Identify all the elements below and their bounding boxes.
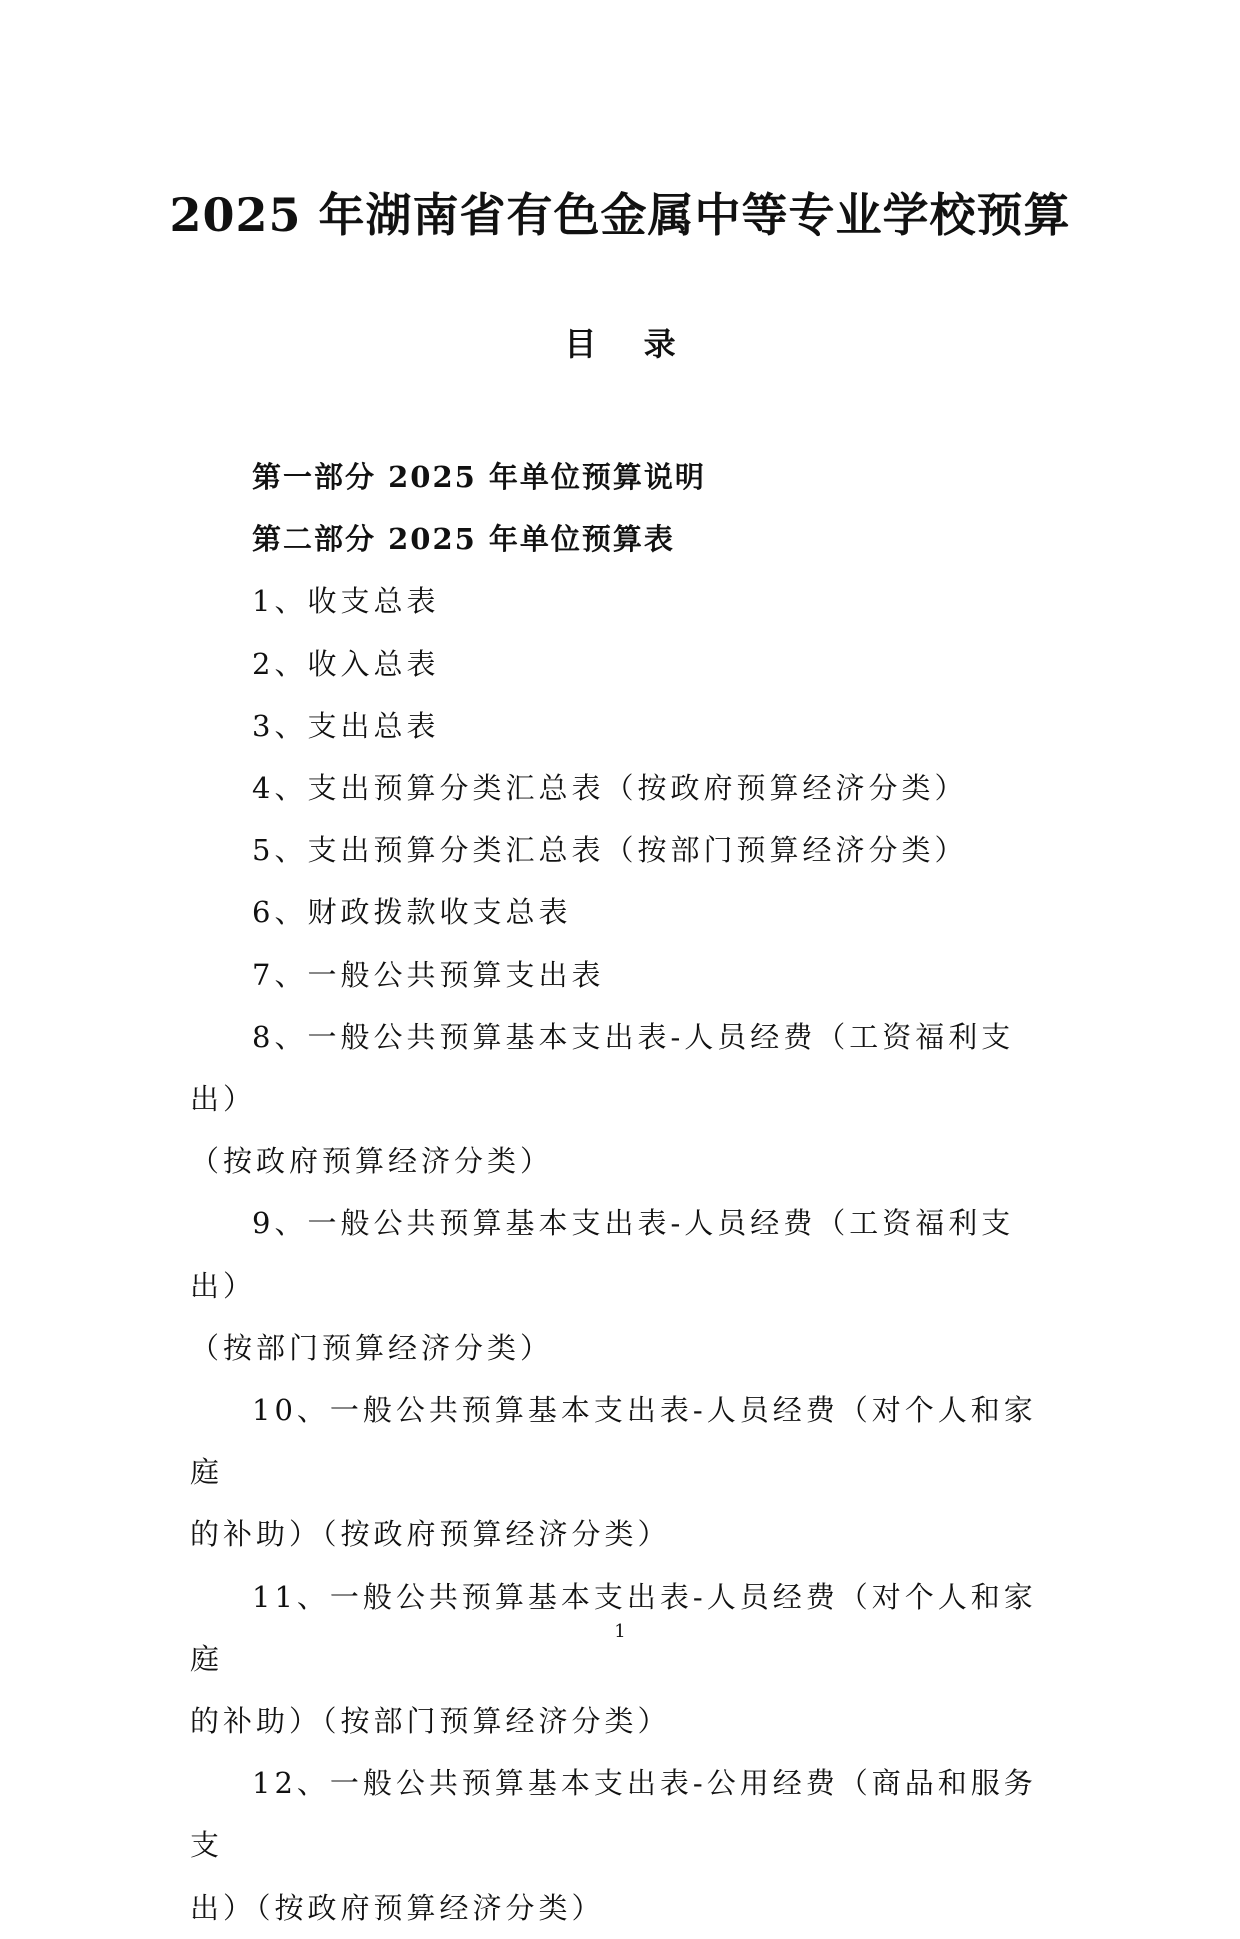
toc-item-text-continued: 的补助）（按政府预算经济分类） xyxy=(190,1517,671,1552)
page-number: 1 xyxy=(614,1621,626,1642)
toc-item-12 xyxy=(190,1752,1050,1939)
toc-item-2 xyxy=(190,633,1050,695)
toc-item-text: 1、收支总表 xyxy=(252,584,440,619)
toc-item-1 xyxy=(190,570,1050,632)
toc-item-text: 3、支出总表 xyxy=(252,708,440,743)
toc-item-6 xyxy=(190,881,1050,943)
toc-item-text: 11、一般公共预算基本支出表-人员经费（对个人和家庭 xyxy=(190,1579,1037,1676)
toc-item-5 xyxy=(190,819,1050,881)
toc-item-10 xyxy=(190,1379,1050,1566)
toc-item-text: 9、一般公共预算基本支出表-人员经费（工资福利支出） xyxy=(190,1206,1015,1303)
toc-item-text-continued: 出）（按政府预算经济分类） xyxy=(190,1890,605,1925)
toc-item-text: 4、支出预算分类汇总表（按政府预算经济分类） xyxy=(252,771,968,806)
toc-part-2: 第二部分 2025 年单位预算表 xyxy=(252,522,675,557)
toc-item-text-continued: （按政府预算经济分类） xyxy=(190,1144,554,1179)
toc-item-11 xyxy=(190,1566,1050,1753)
toc-item-4 xyxy=(190,757,1050,819)
toc-item-8 xyxy=(190,1006,1050,1193)
toc-item-text: 6、财政拨款收支总表 xyxy=(252,895,572,930)
toc-item-text-continued: 的补助）（按部门预算经济分类） xyxy=(190,1704,671,1739)
toc-item-3 xyxy=(190,695,1050,757)
toc-item-text: 8、一般公共预算基本支出表-人员经费（工资福利支出） xyxy=(190,1019,1015,1117)
toc-part-1: 第一部分 2025 年单位预算说明 xyxy=(252,460,706,494)
toc-heading: 目 录 xyxy=(564,325,694,363)
toc-item-text: 10、一般公共预算基本支出表-人员经费（对个人和家庭 xyxy=(190,1393,1037,1490)
toc-item-text: 2、收入总表 xyxy=(252,646,440,681)
table-of-contents xyxy=(190,446,1050,1939)
document-title: 2025 年湖南省有色金属中等专业学校预算 xyxy=(169,188,1071,242)
toc-item-9 xyxy=(190,1192,1050,1379)
toc-item-text: 7、一般公共预算支出表 xyxy=(252,957,605,992)
toc-item-text: 5、支出预算分类汇总表（按部门预算经济分类） xyxy=(252,833,968,868)
toc-item-text-continued: （按部门预算经济分类） xyxy=(190,1330,554,1365)
toc-item-7 xyxy=(190,944,1050,1006)
toc-item-text: 12、一般公共预算基本支出表-公用经费（商品和服务支 xyxy=(190,1766,1037,1863)
